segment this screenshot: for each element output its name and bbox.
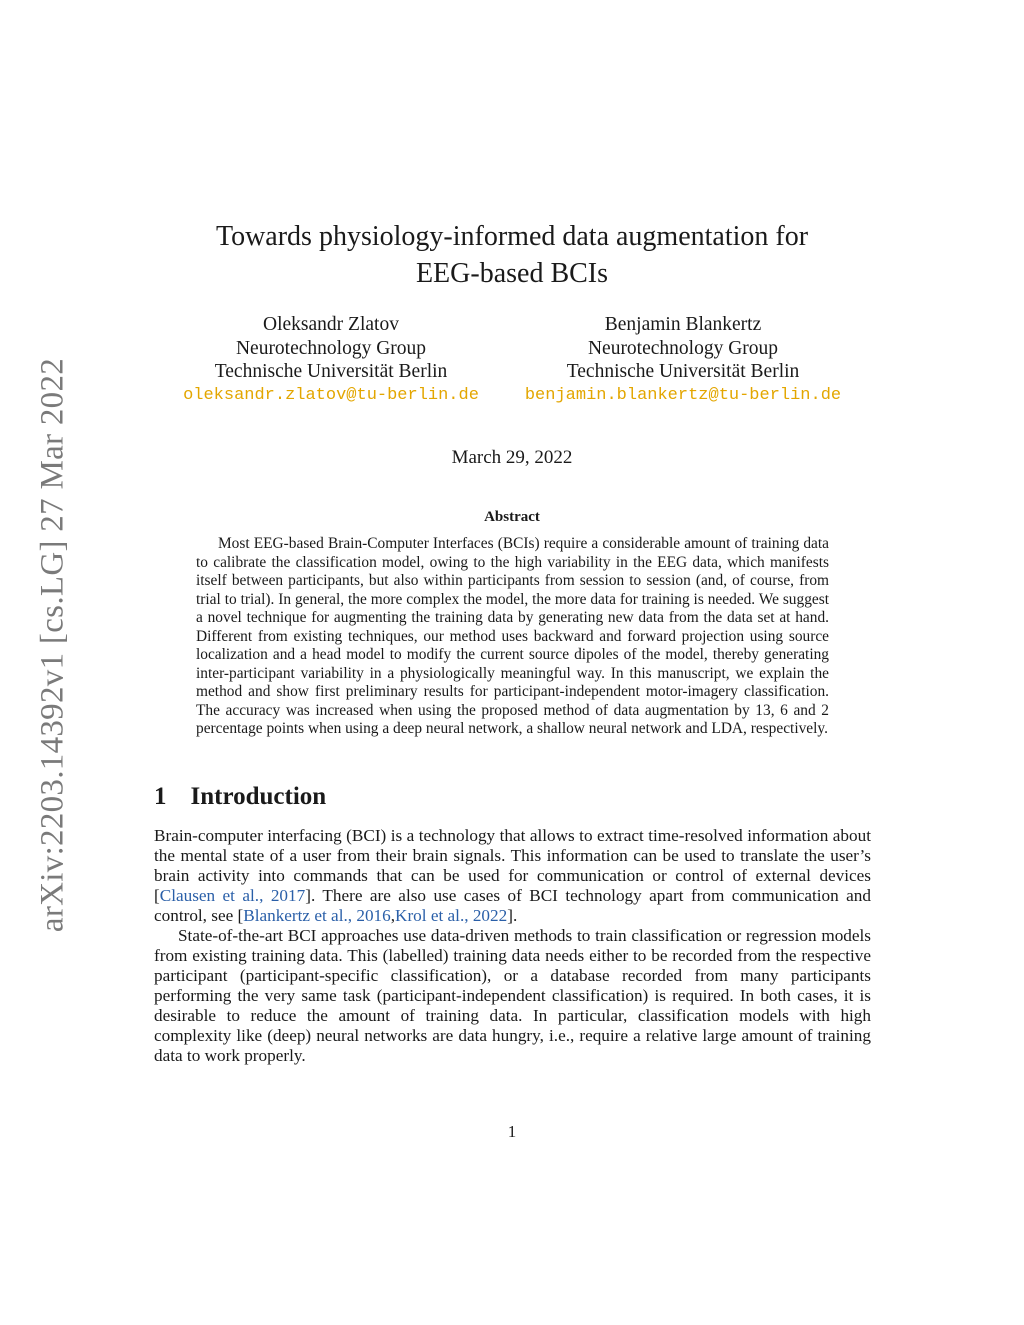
intro-paragraph-1 — [154, 826, 871, 926]
introduction-body — [154, 826, 871, 1066]
arxiv-stamp: arXiv:2203.14392v1 [cs.LG] 27 Mar 2022 — [34, 357, 71, 933]
section-title: Introduction — [190, 783, 327, 810]
abstract-heading: Abstract — [484, 509, 540, 525]
title-line-1: Towards physiology-informed data augmentation for — [215, 221, 809, 252]
citation-separator: , — [390, 906, 396, 925]
author-email-link[interactable]: oleksandr.zlatov@tu-berlin.de — [183, 385, 479, 405]
intro-text: Brain-computer interfacing (BCI) is a technology that allows to extract time-resolved information about the mental state of a user from their brain signals. This information can be used to translate the user’s brain activity into commands that can be used for communication or control of external devices [ — [154, 826, 871, 905]
author-name: Benjamin Blankertz — [604, 314, 762, 335]
intro-text: ]. There are also use cases of BCI technology apart from communication and control, see [ — [154, 886, 871, 925]
author-block-1 — [170, 313, 492, 407]
section-heading — [154, 783, 326, 811]
section-number: 1 — [154, 783, 167, 810]
intro-text: ]. — [507, 906, 518, 925]
citation-link-blankertz[interactable]: Blankertz et al., 2016 — [243, 906, 391, 925]
intro-paragraph-2: State-of-the-art BCI approaches use data-driven methods to train classification or regression models from existing training data. This (labelled) training data needs either to be recorded from the respective participant (participant-specific classification), or a database recorded from many participants performing the very same task (participant-independent classification) is required. In both cases, it is desirable to reduce the amount of training data. In particular, classification models with high complexity like (deep) neural networks are data hungry, i.e., require a relative large amount of training data to work properly. — [154, 926, 871, 1065]
paper-date: March 29, 2022 — [451, 447, 573, 468]
page-number: 1 — [507, 1122, 517, 1141]
author-institution: Technische Universität Berlin — [214, 361, 448, 382]
citation-link-clausen[interactable]: Clausen et al., 2017 — [159, 886, 306, 905]
author-email-link[interactable]: benjamin.blankertz@tu-berlin.de — [524, 385, 842, 405]
author-block-2 — [515, 313, 851, 407]
author-group: Neurotechnology Group — [235, 337, 427, 359]
author-institution: Technische Universität Berlin — [566, 361, 800, 382]
citation-link-krol[interactable]: Krol et al., 2022 — [395, 906, 508, 925]
author-group: Neurotechnology Group — [587, 337, 779, 359]
abstract-text: Most EEG-based Brain-Computer Interfaces (BCIs) require a considerable amount of training data to calibrate the classification model, owing to the high variability in the EEG data, which manifests itself between participants, but also within participants from session to session (and, of course, from trial to trial). In general, the more complex the model, the more data for training is needed. We suggest a novel technique for augmenting the training data by generating new data from the data set at hand. Different from existing techniques, our method uses backward and forward projection using source localization and a head model to modify the current source dipoles of the model, thereby generating inter-participant variability in a physiologically meaningful way. In this manuscript, we explain the method and show first preliminary results for participant-independent motor-imagery classification. The accuracy was increased when using the proposed method of data augmentation by 13, 6 and 2 percentage points when using a deep neural network, a shallow neural network and LDA, respectively. — [196, 535, 829, 737]
title-line-2: EEG-based BCIs — [415, 258, 609, 289]
paper-title — [0, 218, 1024, 292]
author-name: Oleksandr Zlatov — [263, 314, 399, 335]
